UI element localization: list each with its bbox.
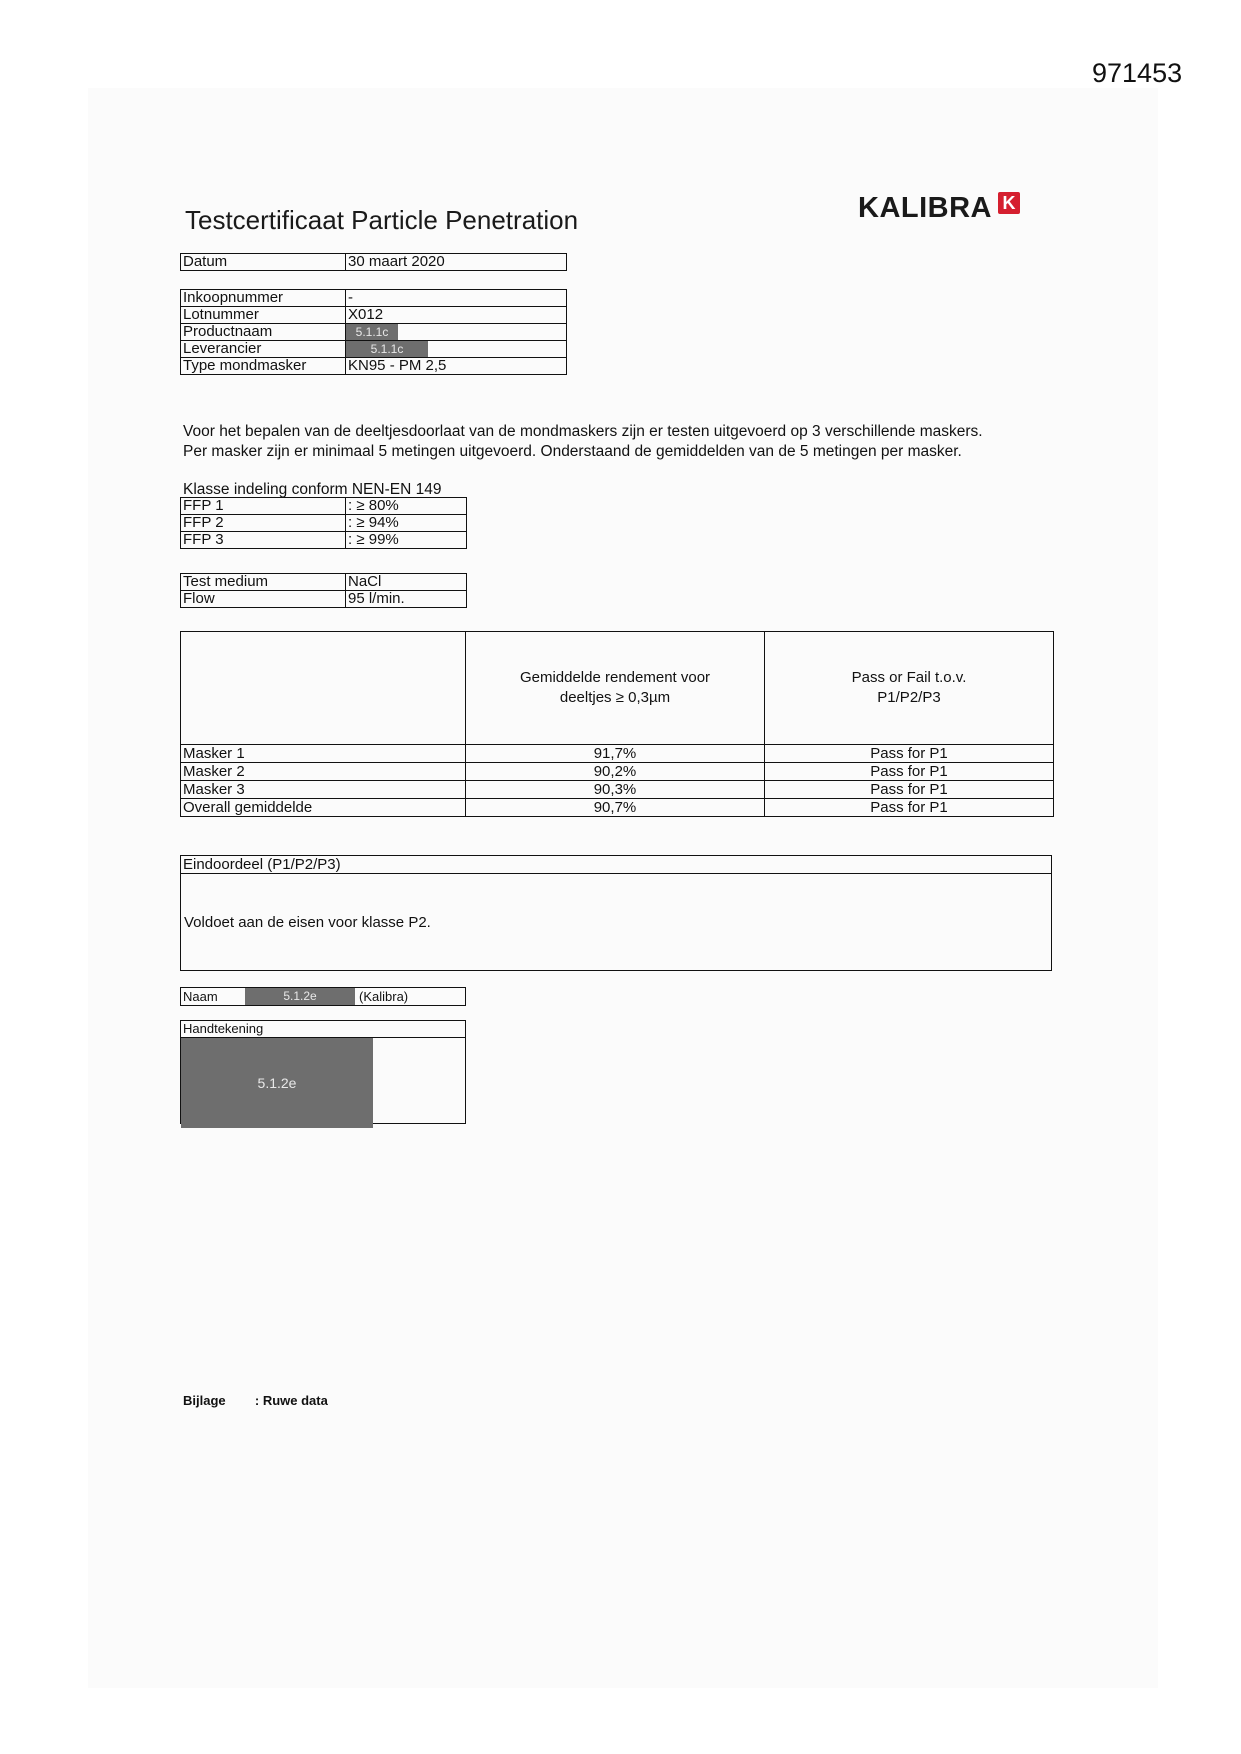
lotnummer-label: Lotnummer [181, 307, 346, 324]
table-row [181, 781, 1054, 799]
pass-fail-header-line-1: Pass or Fail t.o.v. [851, 669, 967, 686]
datum-label: Datum [181, 254, 346, 271]
leverancier-label: Leverancier [181, 341, 346, 358]
masker-label: Masker 2 [181, 763, 466, 781]
productnaam-label: Productnaam [181, 324, 346, 341]
flow-label: Flow [181, 591, 346, 608]
results-table [180, 631, 1054, 817]
eindoordeel-heading: Eindoordeel (P1/P2/P3) [181, 856, 1051, 874]
overall-label: Overall gemiddelde [181, 799, 466, 817]
intro-line-1: Voor het bepalen van de deeltjesdoorlaat van de mondmaskers zijn er testen uitgevoerd op 3 verschillende maskers. [183, 423, 983, 440]
ffp1-label: FFP 1 [181, 498, 346, 515]
table-row [181, 574, 467, 591]
table-row [181, 341, 567, 358]
datum-value: 30 maart 2020 [346, 254, 567, 271]
results-header-rendement [466, 632, 765, 745]
table-row [181, 358, 567, 375]
eindoordeel-text: Voldoet aan de eisen voor klasse P2. [184, 913, 431, 931]
masker-result: Pass for P1 [765, 745, 1054, 763]
ffp3-label: FFP 3 [181, 532, 346, 549]
table-row [181, 591, 467, 608]
masker-rendement: 90,3% [466, 781, 765, 799]
klasse-heading: Klasse indeling conform NEN-EN 149 [183, 481, 442, 498]
table-row [181, 532, 467, 549]
results-header-empty [181, 632, 466, 745]
ffp2-value: : ≥ 94% [346, 515, 467, 532]
datum-table [180, 253, 567, 271]
test-medium-label: Test medium [181, 574, 346, 591]
flow-value: 95 l/min. [346, 591, 467, 608]
inkoopnummer-label: Inkoopnummer [181, 290, 346, 307]
test-medium-value: NaCl [346, 574, 467, 591]
ffp3-value: : ≥ 99% [346, 532, 467, 549]
masker-result: Pass for P1 [765, 781, 1054, 799]
masker-label: Masker 1 [181, 745, 466, 763]
overall-result: Pass for P1 [765, 799, 1054, 817]
type-mondmasker-label: Type mondmasker [181, 358, 346, 375]
ffp2-label: FFP 2 [181, 515, 346, 532]
kalibra-logo-mark-icon: K [998, 192, 1020, 214]
type-mondmasker-value: KN95 - PM 2,5 [346, 358, 567, 375]
naam-company: (Kalibra) [359, 989, 409, 1004]
lotnummer-value: X012 [346, 307, 567, 324]
eindoordeel-box [180, 855, 1052, 971]
table-row [181, 307, 567, 324]
bijlage-value: : Ruwe data [254, 1393, 328, 1408]
naam-label: Naam [183, 989, 218, 1004]
leverancier-redaction: 5.1.1c [346, 341, 428, 357]
pass-fail-header-line-2: P1/P2/P3 [877, 689, 941, 706]
klasse-table [180, 497, 467, 549]
eindoordeel-body [181, 874, 1051, 970]
bijlage-label: Bijlage [183, 1393, 226, 1408]
table-row [181, 745, 1054, 763]
table-row [181, 799, 1054, 817]
naam-field [180, 987, 466, 1006]
document-number: 971453 [1092, 58, 1183, 88]
productnaam-redaction: 5.1.1c [346, 324, 398, 340]
table-row [181, 324, 567, 341]
overall-rendement: 90,7% [466, 799, 765, 817]
table-row [181, 515, 467, 532]
table-row [181, 498, 467, 515]
inkoopnummer-value: - [346, 290, 567, 307]
naam-redaction: 5.1.2e [245, 988, 355, 1005]
results-header-pass-fail [765, 632, 1054, 745]
table-row [181, 763, 1054, 781]
signature-redaction: 5.1.2e [181, 1038, 373, 1128]
handtekening-label: Handtekening [181, 1021, 465, 1038]
ffp1-value: : ≥ 80% [346, 498, 467, 515]
masker-label: Masker 3 [181, 781, 466, 799]
masker-rendement: 91,7% [466, 745, 765, 763]
rendement-header-line-2: deeltjes ≥ 0,3µm [559, 689, 671, 706]
kalibra-logo: KALIBRA [858, 192, 992, 224]
rendement-header-line-1: Gemiddelde rendement voor [519, 669, 711, 686]
handtekening-box [180, 1020, 466, 1124]
intro-line-2: Per masker zijn er minimaal 5 metingen uitgevoerd. Onderstaand de gemiddelden van de 5 metingen per masker. [183, 443, 962, 460]
product-info-table [180, 289, 567, 375]
results-header-row [181, 632, 1054, 745]
test-conditions-table [180, 573, 467, 608]
table-row [181, 290, 567, 307]
page-title: Testcertificaat Particle Penetration [185, 205, 579, 235]
masker-result: Pass for P1 [765, 763, 1054, 781]
masker-rendement: 90,2% [466, 763, 765, 781]
intro-paragraph [183, 422, 983, 462]
bijlage-line [183, 1393, 328, 1408]
